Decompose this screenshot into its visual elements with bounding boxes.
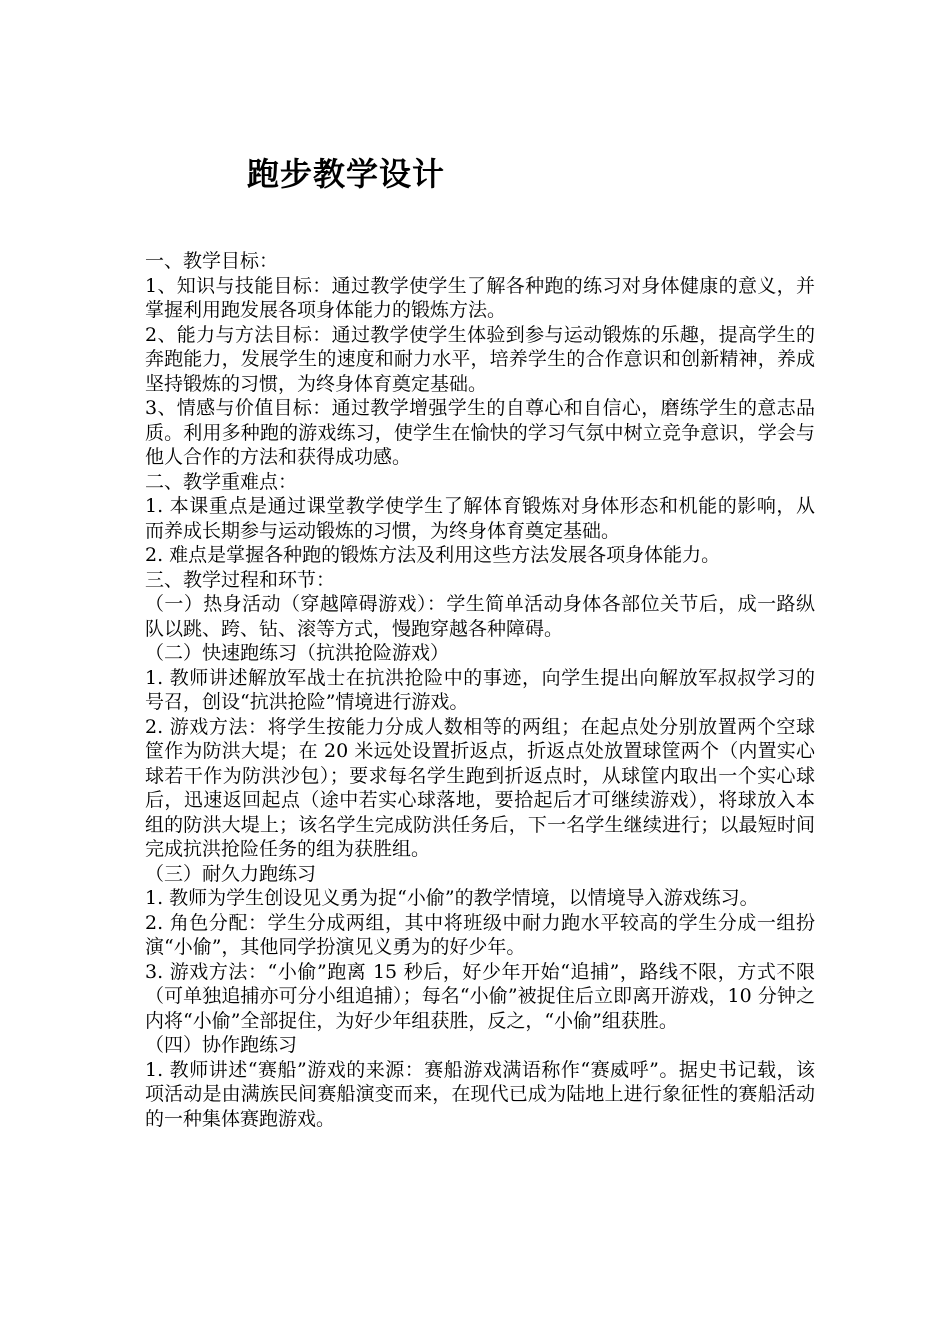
subheading-cooperative-running: （四）协作跑练习 — [145, 1034, 298, 1056]
sprint-step-2: 2. 游戏方法：将学生按能力分成人数相等的两组；在起点处分别放置两个空球筐作为防洪大堤；在 20 米远处设置折返点，折返点处放置球筐两个（内置实心球若干作为防洪沙包）；要求每名学生跑到折返点时，从球筐内取出一个实心球后，迅速返回起点（途中若实心球落地，要拾起后才可继续游戏），将球放入本组的防洪大堤上；该名学生完成防洪任务后，下一名学生继续进行；以最短时间完成抗洪抢险任务的组为获胜组。 — [145, 715, 815, 860]
heading-teaching-process: 三、教学过程和环节： — [145, 568, 336, 591]
sprint-step-1: 1. 教师讲述解放军战士在抗洪抢险中的事迹，向学生提出向解放军叔叔学习的号召，创设“抗洪抢险”情境进行游戏。 — [145, 666, 815, 713]
endurance-step-1: 1. 教师为学生创设见义勇为捉“小偷”的教学情境，以情境导入游戏练习。 — [145, 887, 759, 909]
warmup-activity: （一）热身活动（穿越障碍游戏）：学生简单活动身体各部位关节后，成一路纵队以跳、跨、钻、滚等方式，慢跑穿越各种障碍。 — [145, 593, 815, 640]
goal-knowledge-skills: 1、知识与技能目标：通过教学使学生了解各种跑的练习对身体健康的意义，并掌握利用跑发展各项身体能力的锻炼方法。 — [145, 274, 815, 321]
document-body — [145, 249, 815, 1131]
heading-key-difficulties: 二、教学重难点： — [145, 470, 298, 493]
endurance-step-2: 2. 角色分配：学生分成两组，其中将班级中耐力跑水平较高的学生分成一组扮演“小偷”，其他同学扮演见义勇为的好少年。 — [145, 911, 815, 958]
document-title: 跑步教学设计 — [247, 155, 446, 193]
subheading-endurance-practice: （三）耐久力跑练习 — [145, 862, 317, 885]
cooperative-step-1: 1. 教师讲述“赛船”游戏的来源：赛船游戏满语称作“赛威呼”。据史书记载，该项活动是由满族民间赛船演变而来，在现代已成为陆地上进行象征性的赛船活动的一种集体赛跑游戏。 — [145, 1058, 815, 1130]
endurance-step-3: 3. 游戏方法：“小偷”跑离 15 秒后，好少年开始“追捕”，路线不限，方式不限（可单独追捕亦可分小组追捕）；每名“小偷”被捉住后立即离开游戏，10 分钟之内将“小偷”全部捉住，为好少年组获胜，反之，“小偷”组获胜。 — [145, 960, 815, 1032]
goal-ability-methods: 2、能力与方法目标：通过教学使学生体验到参与运动锻炼的乐趣，提高学生的奔跑能力，发展学生的速度和耐力水平，培养学生的合作意识和创新精神，养成坚持锻炼的习惯，为终身体育奠定基础。 — [145, 323, 815, 395]
difficult-point: 2. 难点是掌握各种跑的锻炼方法及利用这些方法发展各项身体能力。 — [145, 544, 721, 566]
goal-emotion-values: 3、情感与价值目标：通过教学增强学生的自尊心和自信心，磨练学生的意志品质。利用多种跑的游戏练习，使学生在愉快的学习气氛中树立竞争意识，学会与他人合作的方法和获得成功感。 — [145, 397, 815, 468]
heading-teaching-goals: 一、教学目标： — [145, 250, 279, 272]
key-point: 1. 本课重点是通过课堂教学使学生了解体育锻炼对身体形态和机能的影响，从而养成长期参与运动锻炼的习惯，为终身体育奠定基础。 — [145, 495, 815, 542]
subheading-sprint-practice: （二）快速跑练习（抗洪抢险游戏） — [145, 642, 450, 664]
